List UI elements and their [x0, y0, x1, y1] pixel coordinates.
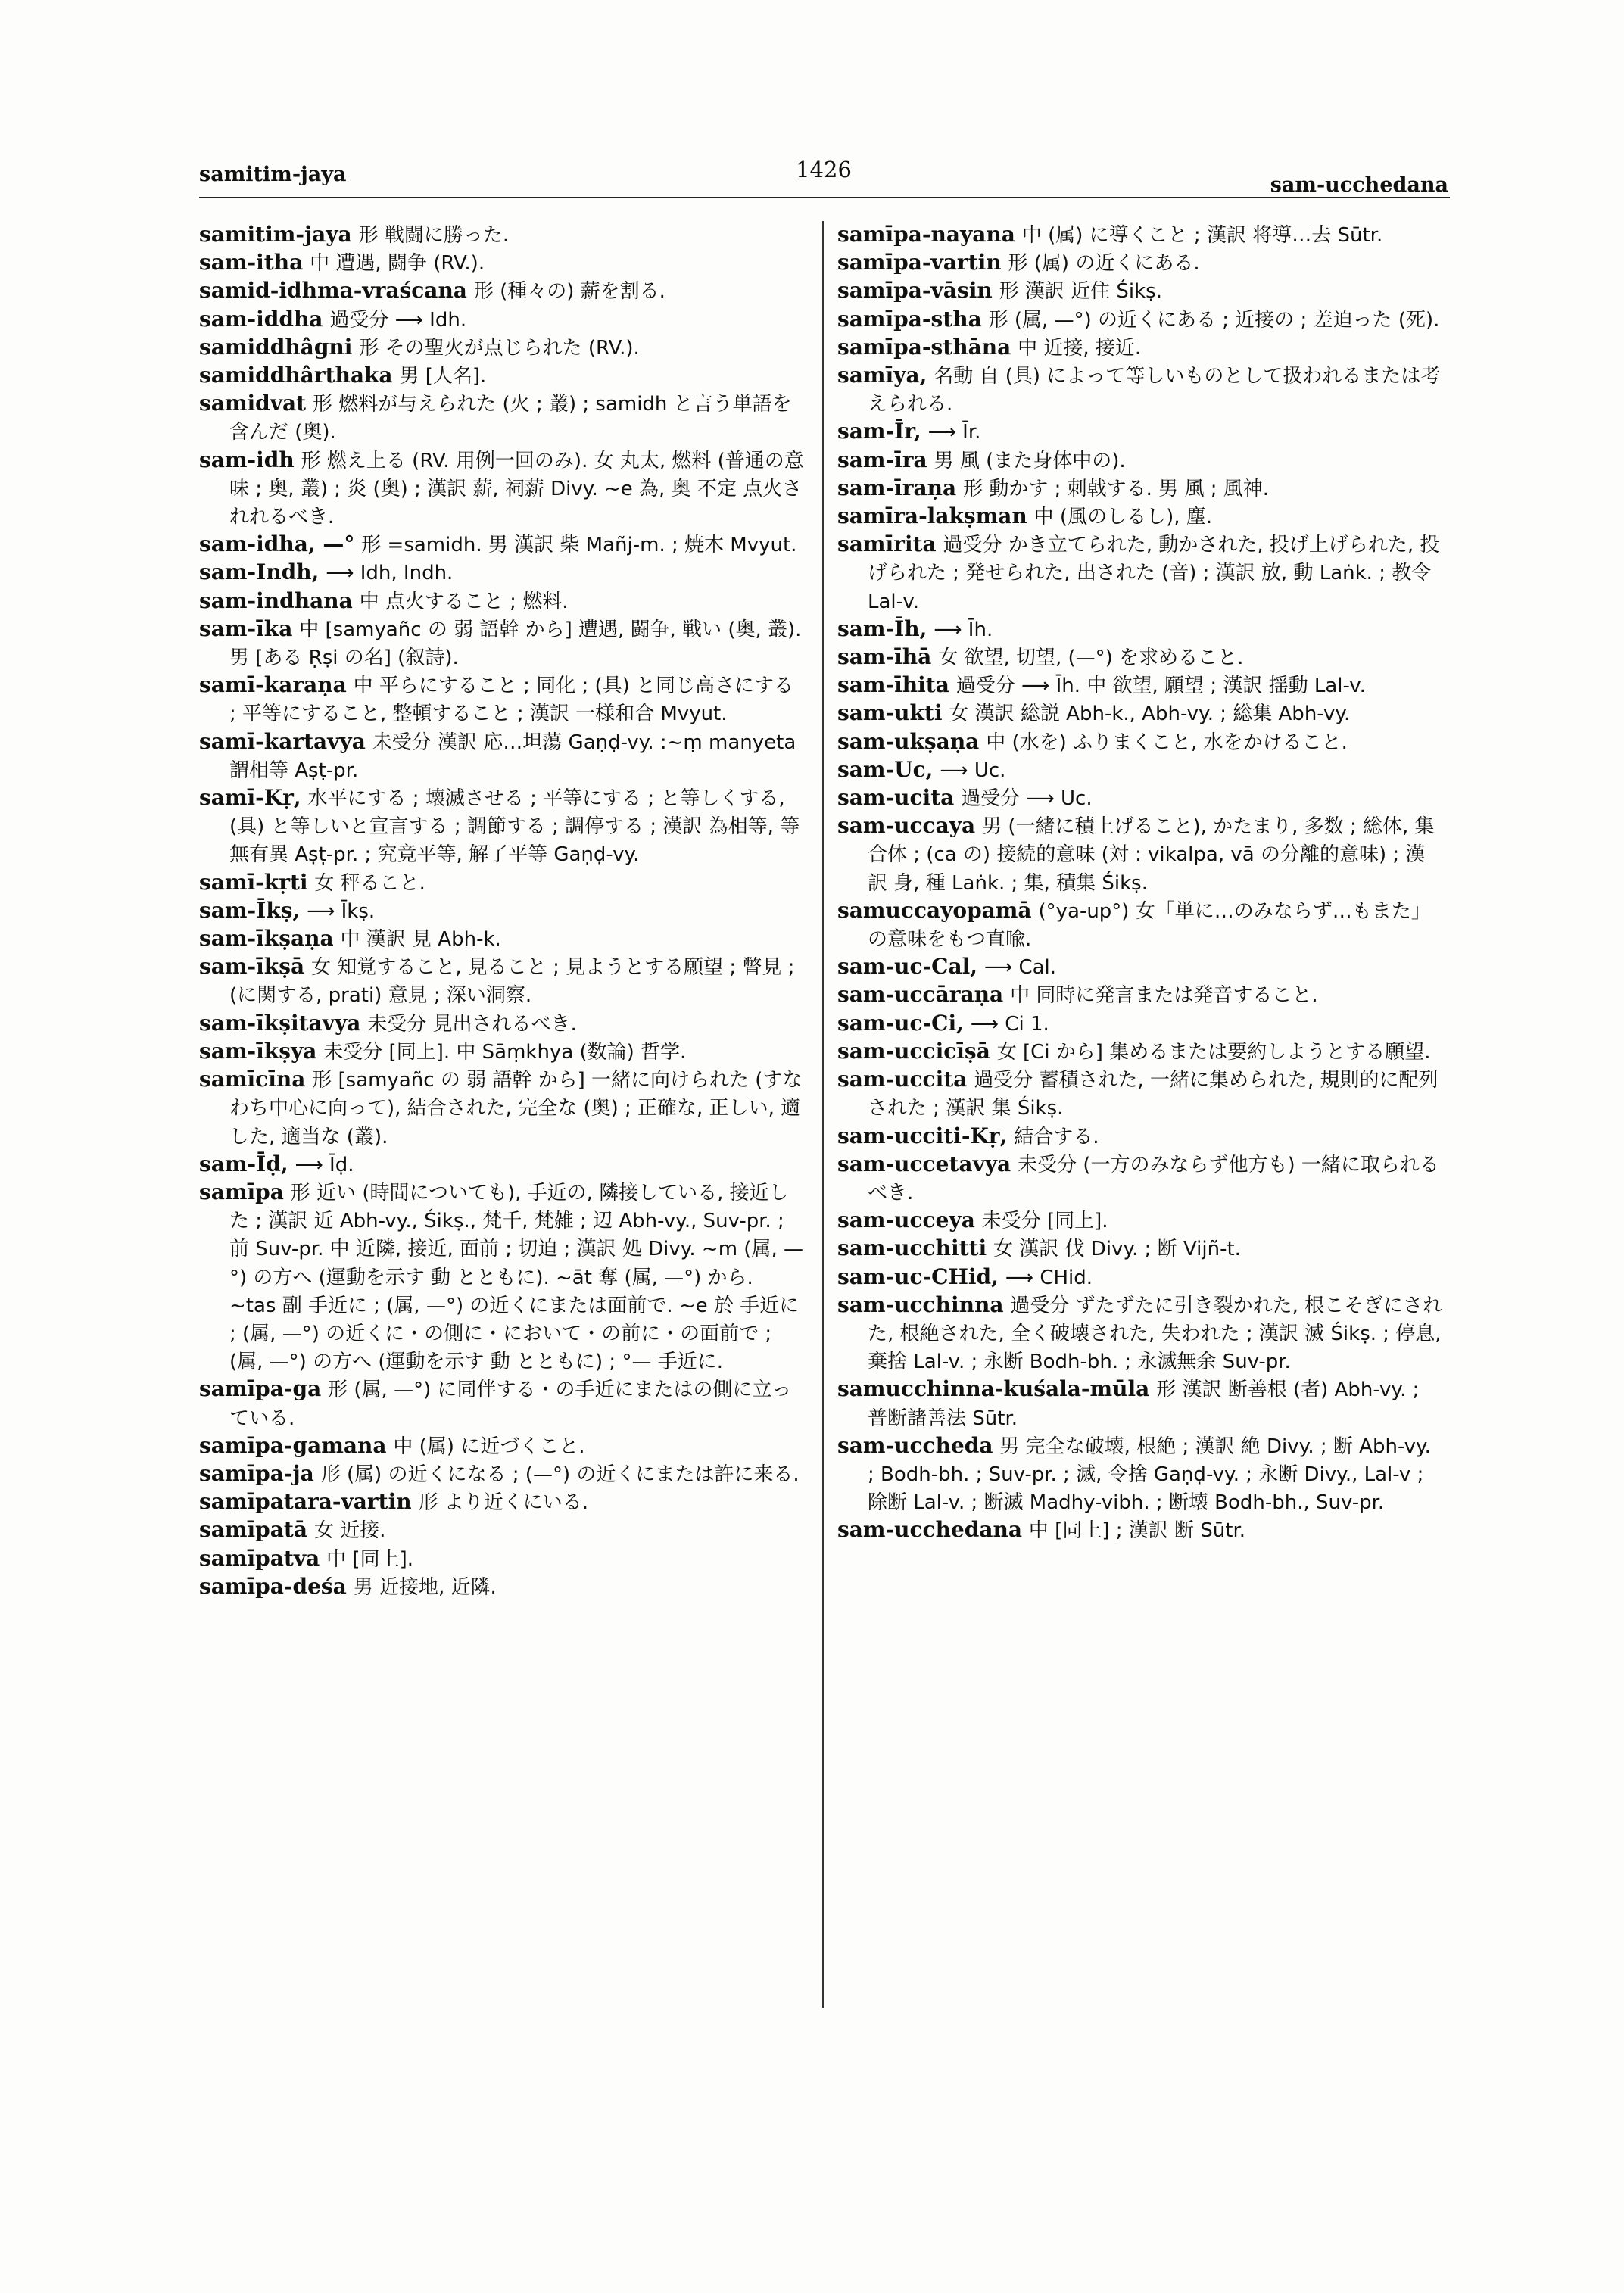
definition: 形 燃え上る (RV. 用例一回のみ). 女 丸太, 燃料 (普通の意味 ; 奥, 叢) ; 炎 (奥) ; 漢訳 薪, 祠薪 Divy. ~e 為, 奥 不定 点火されれるべき.: [229, 449, 804, 529]
definition: 過受分 ⟶ Idh.: [329, 308, 467, 332]
headword: sam-iddha: [199, 306, 323, 332]
headword: sam-Īkṣ,: [199, 897, 301, 923]
definition: ⟶ Īr.: [927, 421, 981, 444]
definition: 結合する.: [1014, 1125, 1099, 1148]
dictionary-entry: [199, 362, 805, 390]
headword: samitim-jaya: [199, 222, 352, 247]
dictionary-entry: [199, 671, 805, 727]
definition: ⟶ CHid.: [1005, 1266, 1093, 1289]
dictionary-entry: [837, 1432, 1443, 1517]
headword: samīpa-sthāna: [837, 334, 1011, 360]
dictionary-entry: [837, 362, 1443, 418]
dictionary-entry: [199, 1488, 805, 1516]
dictionary-entry: [837, 728, 1443, 756]
left-column: [199, 221, 805, 1601]
headword: sam-īkṣitavya: [199, 1010, 361, 1036]
dictionary-entry: [837, 699, 1443, 727]
definition: 女 [Ci から] 集めるまたは要約しようとする願望.: [996, 1040, 1431, 1064]
dictionary-entry: [199, 390, 805, 446]
definition: 女 近接.: [313, 1519, 386, 1543]
dictionary-entry: [837, 531, 1443, 615]
header-left-guideword: samitim-jaya: [199, 163, 347, 186]
dictionary-entry: [837, 1263, 1443, 1291]
definition: 形 漢訳 近住 Śikṣ.: [999, 280, 1162, 304]
dictionary-entry: [199, 1066, 805, 1151]
dictionary-entry: [199, 925, 805, 953]
definition: 形 [samyañc の 弱 語幹 から] 一緒に向けられた (すなわち中心に向って), 結合された, 完全な (奥) ; 正確な, 正しい, 適した, 適当な (叢).: [229, 1069, 803, 1148]
definition: 形 (属) の近くにある.: [1008, 252, 1200, 276]
definition: ⟶ Uc.: [940, 759, 1006, 782]
headword: sam-uccheda: [837, 1432, 993, 1458]
dictionary-entry: [199, 334, 805, 362]
headword: samuccayopamā: [837, 897, 1032, 923]
dictionary-entry: [837, 756, 1443, 784]
definition: 水平にする ; 壊滅させる ; 平等にする ; と等しくする, (具) と等しいと宣言する ; 調節する ; 調停する ; 漢訳 為相等, 等無有異 Aṣṭ-pr. ; 究竟平等, 解了平等 Gaṇḍ-vy.: [229, 787, 800, 867]
definition: 形 燃料が与えられた (火 ; 叢) ; samidh と言う単語を含んだ (奥).: [229, 393, 792, 444]
definition: 形 (属, —°) の近くにある ; 近接の ; 差迫った (死).: [988, 308, 1440, 332]
headword: samīpa-vartin: [837, 250, 1002, 276]
dictionary-entry: [837, 643, 1443, 671]
headword: samīpa-gamana: [199, 1432, 387, 1458]
definition: 男 近接地, 近隣.: [353, 1575, 497, 1599]
headword: sam-Indh,: [199, 559, 320, 585]
column-divider: [822, 221, 824, 2008]
definition: 過受分 蓄積された, 一緒に集められた, 規則的に配列された ; 漢訳 集 Śikṣ.: [868, 1069, 1439, 1120]
definition: 名動 自 (具) によって等しいものとして扱われるまたは考えられる.: [868, 365, 1441, 416]
dictionary-entry: [199, 1179, 805, 1375]
definition: ⟶ Idh, Indh.: [326, 562, 454, 585]
dictionary-entry: [199, 897, 805, 925]
definition: 女 漢訳 総説 Abh-k., Abh-vy. ; 総集 Abh-vy.: [949, 703, 1351, 726]
dictionary-entry: [837, 897, 1443, 953]
headword: sam-ukṣaṇa: [837, 728, 980, 754]
headword: samiddhâgni: [199, 334, 353, 360]
headword: sam-īkṣaṇa: [199, 926, 334, 952]
headword: sam-ucceya: [837, 1207, 975, 1233]
dictionary-entry: [837, 334, 1443, 362]
dictionary-entry: [199, 784, 805, 869]
definition: 未受分 [同上]. 中 Sāṃkhya (数論) 哲学.: [323, 1040, 687, 1064]
headword: sam-uc-CHid,: [837, 1263, 999, 1289]
header-rule: [199, 197, 1450, 198]
dictionary-entry: [837, 1038, 1443, 1066]
headword: samīpa-ga: [199, 1376, 322, 1402]
dictionary-entry: [199, 1545, 805, 1573]
headword: sam-uccaya: [837, 813, 976, 839]
headword: samīra-lakṣman: [837, 503, 1027, 529]
headword: sam-ucchinna: [837, 1291, 1004, 1317]
definition: 形 その聖火が点じられた (RV.).: [359, 336, 640, 360]
dictionary-entry: [837, 1291, 1443, 1376]
dictionary-entry: [199, 587, 805, 615]
dictionary-entry: [837, 277, 1443, 305]
definition: (°ya-up°) 女「単に…のみならず…もまた」の意味をもつ直喩.: [868, 899, 1431, 952]
dictionary-entry: [837, 953, 1443, 981]
headword: sam-Īr,: [837, 419, 921, 444]
headword: samī-Kṛ,: [199, 785, 301, 811]
dictionary-entry: [837, 447, 1443, 475]
header-right-guideword: sam-ucchedana: [1270, 173, 1448, 197]
dictionary-entry: [837, 1516, 1443, 1544]
definition: 中 (水を) ふりまくこと, 水をかけること.: [986, 731, 1348, 754]
headword: samī-kartavya: [199, 728, 366, 754]
headword: samī-karaṇa: [199, 672, 347, 698]
definition: ⟶ Īḍ.: [295, 1153, 354, 1176]
headword: sam-ucciti-Kṛ,: [837, 1123, 1008, 1148]
definition: 男 風 (また身体中の).: [934, 449, 1126, 472]
headword: samīpa-ja: [199, 1460, 314, 1486]
dictionary-entry: [199, 559, 805, 587]
definition: ⟶ Cal.: [983, 956, 1057, 980]
definition: 形 戦闘に勝った.: [358, 224, 510, 247]
dictionary-entry: [837, 812, 1443, 897]
dictionary-entry: [837, 221, 1443, 249]
definition: 未受分 (一方のみならず他方も) 一緒に取られるべき.: [868, 1153, 1439, 1204]
headword: samīpatara-vartin: [199, 1489, 412, 1515]
dictionary-entry: [199, 1460, 805, 1488]
definition: 中 [samyañc の 弱 語幹 から] 遭遇, 闘争, 戦い (奥, 叢). 男 [ある Ṛṣi の名] (叙詩).: [229, 618, 802, 670]
dictionary-entry: [837, 1235, 1443, 1263]
headword: sam-idha, —°: [199, 531, 355, 557]
definition: 中 近接, 接近.: [1018, 336, 1142, 360]
definition: 男 [人名].: [399, 365, 487, 388]
headword: sam-īka: [199, 615, 293, 641]
definition: 形 動かす ; 刺戟する. 男 風 ; 風神.: [963, 477, 1269, 500]
headword: sam-uc-Cal,: [837, 954, 977, 980]
definition: 中 [同上] ; 漢訳 断 Sūtr.: [1028, 1519, 1246, 1543]
dictionary-entry: [199, 249, 805, 277]
definition: 中 漢訳 見 Abh-k.: [340, 928, 501, 952]
dictionary-entry: [199, 728, 805, 784]
dictionary-entry: [199, 277, 805, 305]
dictionary-entry: [837, 1151, 1443, 1207]
headword: sam-ucchedana: [837, 1517, 1023, 1543]
headword: samīpa-stha: [837, 306, 982, 332]
headword: samiddhârthaka: [199, 363, 393, 388]
headword: samīrita: [837, 531, 937, 557]
headword: sam-uccicīṣā: [837, 1038, 990, 1064]
dictionary-entry: [837, 1010, 1443, 1038]
dictionary-entry: [837, 249, 1443, 277]
dictionary-entry: [837, 981, 1443, 1009]
dictionary-entry: [199, 953, 805, 1009]
headword: sam-uc-Ci,: [837, 1010, 964, 1036]
definition: 未受分 漢訳 応…坦蕩 Gaṇḍ-vy. :~ṃ manyeta 謂相等 Aṣṭ-pr.: [229, 731, 796, 782]
definition: 女 漢訳 伐 Divy. ; 断 Vijñ-t.: [993, 1238, 1241, 1261]
headword: sam-ukti: [837, 700, 943, 726]
definition: 中 [同上].: [326, 1547, 413, 1571]
definition: 中 平らにすること ; 同化 ; (具) と同じ高さにする ; 平等にすること, 整頓すること ; 漢訳 一様和合 Mvyut.: [229, 675, 794, 726]
dictionary-entry: [837, 1066, 1443, 1122]
dictionary-entry: [837, 1375, 1443, 1432]
definition: 中 同時に発言または発音すること.: [1010, 984, 1318, 1008]
dictionary-entry: [199, 1516, 805, 1544]
definition: 過受分 ⟶ Īh. 中 欲望, 願望 ; 漢訳 揺動 Lal-v.: [955, 675, 1366, 698]
headword: samucchinna-kuśala-mūla: [837, 1376, 1150, 1402]
definition: 未受分 [同上].: [981, 1210, 1108, 1233]
definition: 形 (種々の) 薪を割る.: [473, 280, 665, 304]
definition: ⟶ Īh.: [934, 618, 993, 641]
dictionary-entry: [837, 503, 1443, 531]
headword: samīpa-vāsin: [837, 278, 993, 304]
dictionary-entry: [199, 1151, 805, 1179]
dictionary-entry: [837, 1123, 1443, 1151]
headword: sam-Uc,: [837, 756, 934, 782]
headword: sam-uccāraṇa: [837, 982, 1004, 1008]
dictionary-entry: [837, 615, 1443, 643]
headword: samī-kṛti: [199, 869, 308, 895]
definition: 女 秤ること.: [314, 871, 425, 895]
headword: sam-īra: [837, 447, 927, 472]
dictionary-entry: [199, 615, 805, 671]
definition: 女 知覚すること, 見ること ; 見ようとする願望 ; 瞥見 ; (に関する, prati) 意見 ; 深い洞察.: [229, 956, 795, 1008]
headword: sam-itha: [199, 250, 304, 276]
dictionary-entry: [837, 418, 1443, 446]
headword: sam-Īh,: [837, 615, 927, 641]
headword: samidvat: [199, 391, 307, 416]
headword: sam-īkṣya: [199, 1038, 317, 1064]
definition: 中 遭遇, 闘争 (RV.).: [310, 252, 485, 276]
dictionary-entry: [199, 306, 805, 334]
definition: 過受分 ⟶ Uc.: [961, 787, 1093, 811]
definition: 男 完全な破壊, 根絶 ; 漢訳 絶 Divy. ; 断 Abh-vy. ; Bodh-bh. ; Suv-pr. ; 滅, 令捨 Gaṇḍ-vy. ; 永断 Divy., Lal-v ; 除断 Lal-v. ; 断滅 Madhy-vibh. ; 断壊 Bodh-bh., Suv-pr.: [868, 1435, 1431, 1515]
headword: sam-indhana: [199, 587, 353, 613]
right-column: [837, 221, 1443, 1545]
headword: sam-idh: [199, 447, 295, 472]
dictionary-entry: [199, 869, 805, 897]
dictionary-entry: [199, 1375, 805, 1432]
headword: samīpatā: [199, 1517, 307, 1543]
headword: sam-Īḍ,: [199, 1151, 288, 1176]
headword: samīpatva: [199, 1545, 320, 1571]
definition: 過受分 ずたずたに引き裂かれた, 根こそぎにされた, 根絶された, 全く破壊された, 失われた ; 漢訳 滅 Śikṣ. ; 停息, 棄捨 Lal-v. ; 永断 Bodh-bh. ; 永滅無余 Suv-pr.: [868, 1294, 1443, 1374]
dictionary-entry: [837, 1207, 1443, 1235]
definition: 形 (属) の近くになる ; (—°) の近くにまたは許に来る.: [320, 1463, 800, 1486]
definition: 中 (属) に近づくこと.: [393, 1435, 585, 1458]
dictionary-entry: [837, 784, 1443, 812]
definition: 男 (一緒に積上げること), かたまり, 多数 ; 総体, 集合体 ; (ca の) 接続的意味 (対 : vikalpa, vā の分離的意味) ; 漢訳 身, 種 Laṅk. ; 集, 積集 Śikṣ.: [868, 815, 1435, 895]
dictionary-entry: [199, 447, 805, 531]
definition: 形 より近くにいる.: [418, 1491, 589, 1515]
dictionary-entry: [199, 1573, 805, 1601]
definition: ⟶ Ci 1.: [970, 1012, 1049, 1036]
definition: 形 近い (時間についても), 手近の, 隣接している, 接近した ; 漢訳 近 Abh-vy., Śikṣ., 梵千, 梵雑 ; 辺 Abh-vy., Suv-pr. ; 前 Suv-pr. 中 近隣, 接近, 面前 ; 切迫 ; 漢訳 処 Divy. ~m (属, —°) の方へ (運動を示す 動 とともに). ~āt 奪 (属, —°) から. ~tas 副 手近に ; (属, —°) の近くにまたは面前で. ~e 於 手近に ; (属, —°) の近くに・の側に・において・の前に・の面前で ; (属, —°) の方へ (運動を示す 動 とともに) ; °— 手近に.: [229, 1181, 803, 1374]
page-number: 1426: [796, 157, 852, 182]
headword: sam-īhā: [837, 644, 932, 670]
definition: 過受分 かき立てられた, 動かされた, 投げ上げられた, 投げられた ; 発せられた, 出された (音) ; 漢訳 放, 動 Laṅk. ; 教令 Lal-v.: [868, 534, 1440, 613]
running-head: [199, 157, 1448, 201]
headword: samīpa-nayana: [837, 222, 1015, 247]
definition: ⟶ Īkṣ.: [307, 899, 376, 923]
headword: samīpa: [199, 1179, 284, 1204]
definition: 女 欲望, 切望, (—°) を求めること.: [938, 646, 1244, 670]
headword: sam-īraṇa: [837, 475, 957, 500]
definition: 形 (属, —°) に同伴する・の手近にまたはの側に立っている.: [229, 1379, 792, 1430]
definition: 形 漢訳 断善根 (者) Abh-vy. ; 普断諸善法 Sūtr.: [868, 1379, 1420, 1430]
headword: samīya,: [837, 363, 927, 388]
headword: sam-uccetavya: [837, 1151, 1011, 1176]
dictionary-entry: [837, 475, 1443, 503]
headword: sam-īhita: [837, 672, 949, 698]
headword: sam-ucita: [837, 785, 955, 811]
headword: samīpa-deśa: [199, 1573, 347, 1599]
headword: sam-ucchitti: [837, 1235, 987, 1261]
dictionary-entry: [199, 1010, 805, 1038]
headword: sam-īkṣā: [199, 954, 305, 980]
headword: sam-uccita: [837, 1067, 968, 1092]
definition: 形 =samidh. 男 漢訳 柴 Mañj-m. ; 焼木 Mvyut.: [361, 534, 797, 557]
headword: samid-idhma-vraścana: [199, 278, 467, 304]
dictionary-entry: [199, 1038, 805, 1066]
dictionary-entry: [199, 531, 805, 559]
definition: 中 点火すること ; 燃料.: [359, 590, 569, 613]
dictionary-entry: [199, 221, 805, 249]
headword: samīcīna: [199, 1067, 306, 1092]
dictionary-entry: [837, 306, 1443, 334]
definition: 未受分 見出されるべき.: [367, 1012, 577, 1036]
definition: 中 (属) に導くこと ; 漢訳 将導…去 Sūtr.: [1021, 224, 1383, 247]
definition: 中 (風のしるし), 塵.: [1033, 506, 1213, 529]
dictionary-entry: [837, 671, 1443, 699]
dictionary-entry: [199, 1432, 805, 1460]
